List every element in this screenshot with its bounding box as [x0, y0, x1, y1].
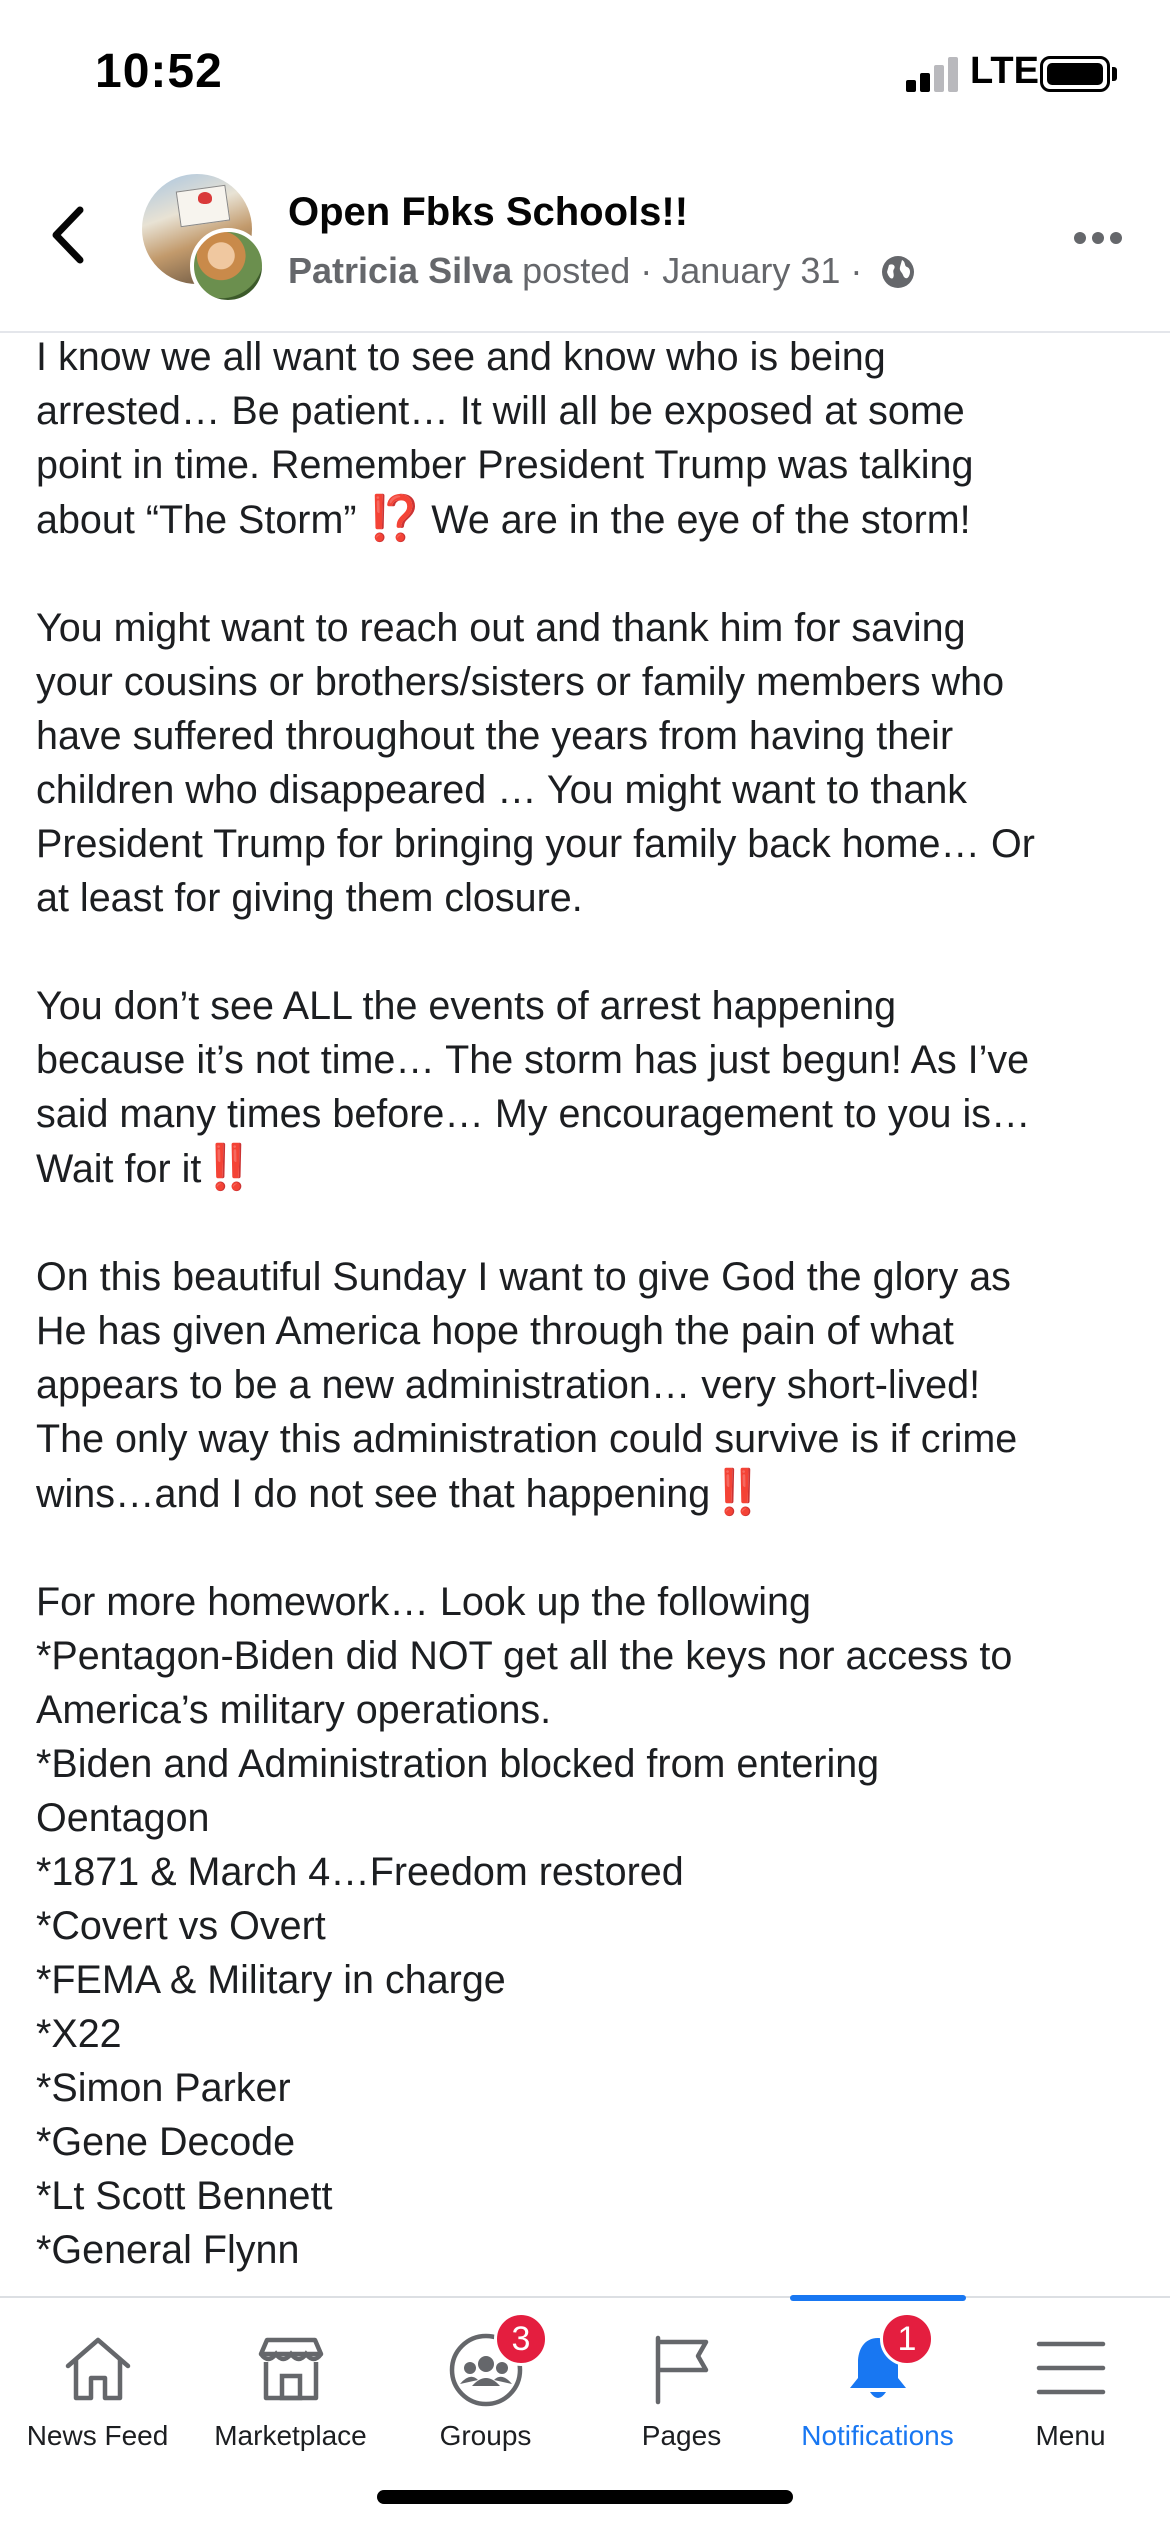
battery-icon [1040, 56, 1110, 92]
meta-separator: · [640, 250, 653, 291]
more-horizontal-icon[interactable] [1072, 230, 1124, 246]
shop-icon [251, 2328, 331, 2408]
post-date[interactable]: January 31 [662, 250, 841, 291]
list-item: For more homework… Look up the following [36, 1580, 811, 1624]
text-line: On this beautiful Sunday I want to give God the glory as [36, 1255, 1011, 1299]
tab-label: Menu [1035, 2420, 1106, 2451]
text-line: appears to be a new administration… very short-lived! [36, 1363, 981, 1407]
home-indicator[interactable] [377, 2490, 793, 2504]
tab-groups[interactable] [388, 2298, 583, 2458]
list-item: Oentagon [36, 1796, 210, 1840]
list-item: *Lt Scott Bennett [36, 2174, 333, 2218]
text-line: your cousins or brothers/sisters or family members who [36, 660, 1005, 704]
tab-menu[interactable] [973, 2298, 1168, 2458]
text-line: He has given America hope through the pain of what [36, 1309, 954, 1353]
double-exclamation-emoji-icon: ‼️ [710, 1468, 763, 1517]
post-action: posted [522, 250, 631, 291]
text-segment: wins…and I do not see that happening [36, 1472, 711, 1516]
post-paragraph [36, 1250, 1146, 1521]
text-line: The only way this administration could survive is if crime [36, 1417, 1018, 1461]
list-item: *Pentagon-Biden did NOT get all the keys nor access to [36, 1634, 1013, 1678]
double-exclamation-emoji-icon: ‼️ [201, 1143, 255, 1192]
tab-pages[interactable] [584, 2298, 779, 2458]
group-name[interactable]: Open Fbks Schools!! [288, 190, 689, 234]
list-item: America’s military operations. [36, 1688, 552, 1732]
list-item: *General Flynn [36, 2228, 300, 2272]
post-text [36, 330, 1146, 2296]
post-paragraph [36, 979, 1146, 1196]
post-paragraph [36, 601, 1146, 925]
homework-list [36, 1575, 1146, 2277]
chevron-left-icon[interactable] [44, 200, 94, 270]
hamburger-menu-icon [1031, 2328, 1111, 2408]
battery-tip [1112, 67, 1117, 81]
author-name[interactable]: Patricia Silva [288, 250, 513, 291]
home-icon [58, 2328, 138, 2408]
tab-label: Pages [641, 2420, 722, 2451]
post-paragraph [36, 330, 1146, 547]
meta-separator: · [850, 250, 863, 291]
text-line: children who disappeared … You might want to thank [36, 768, 968, 812]
list-item: *Biden and Administration blocked from entering [36, 1742, 880, 1786]
author-avatar[interactable] [190, 228, 266, 304]
text-line [36, 1141, 1146, 1196]
list-item: *X22 [36, 2012, 122, 2056]
text-line: because it’s not time… The storm has just begun! As I’ve [36, 1038, 1030, 1082]
list-item: *Simon Parker [36, 2066, 291, 2110]
list-item: *Gene Decode [36, 2120, 296, 2164]
tab-label: Groups [439, 2420, 532, 2451]
text-line [36, 492, 1146, 547]
text-line: point in time. Remember President Trump was talking [36, 443, 974, 487]
flag-icon [642, 2328, 722, 2408]
cellular-signal-icon [906, 56, 958, 92]
network-type: LTE [970, 50, 1039, 92]
tab-notifications[interactable] [780, 2298, 975, 2458]
list-item: *1871 & March 4…Freedom restored [36, 1850, 684, 1894]
tab-label: Notifications [801, 2420, 954, 2451]
tab-news-feed[interactable] [0, 2298, 195, 2458]
status-time: 10:52 [95, 45, 223, 98]
notifications-badge: 1 [880, 2312, 934, 2366]
text-segment: We are in the eye of the storm! [420, 498, 971, 542]
exclamation-question-emoji-icon: ⁉️ [367, 494, 421, 543]
text-segment: Wait for it [36, 1147, 202, 1191]
post-meta [288, 250, 916, 292]
groups-badge: 3 [494, 2312, 548, 2366]
tab-label: Marketplace [214, 2420, 367, 2451]
tab-marketplace[interactable] [193, 2298, 388, 2458]
text-line: I know we all want to see and know who is being [36, 335, 886, 379]
globe-icon [880, 254, 916, 290]
text-line: President Trump for bringing your family back home… Or [36, 822, 1035, 866]
tab-label: News Feed [26, 2420, 169, 2451]
list-item: *FEMA & Military in charge [36, 1958, 506, 2002]
text-line: You might want to reach out and thank him for saving [36, 606, 966, 650]
text-line: arrested… Be patient… It will all be exposed at some [36, 389, 965, 433]
text-line: at least for giving them closure. [36, 876, 583, 920]
text-segment: about “The Storm” [36, 498, 368, 542]
text-line: said many times before… My encouragement to you is… [36, 1092, 1031, 1136]
text-line: have suffered throughout the years from having their [36, 714, 954, 758]
heart-icon [198, 192, 212, 204]
status-bar [0, 0, 1170, 150]
post-header [0, 150, 1170, 333]
text-line [36, 1466, 1146, 1521]
text-line: You don’t see ALL the events of arrest happening [36, 984, 897, 1028]
list-item: *Covert vs Overt [36, 1904, 326, 1948]
